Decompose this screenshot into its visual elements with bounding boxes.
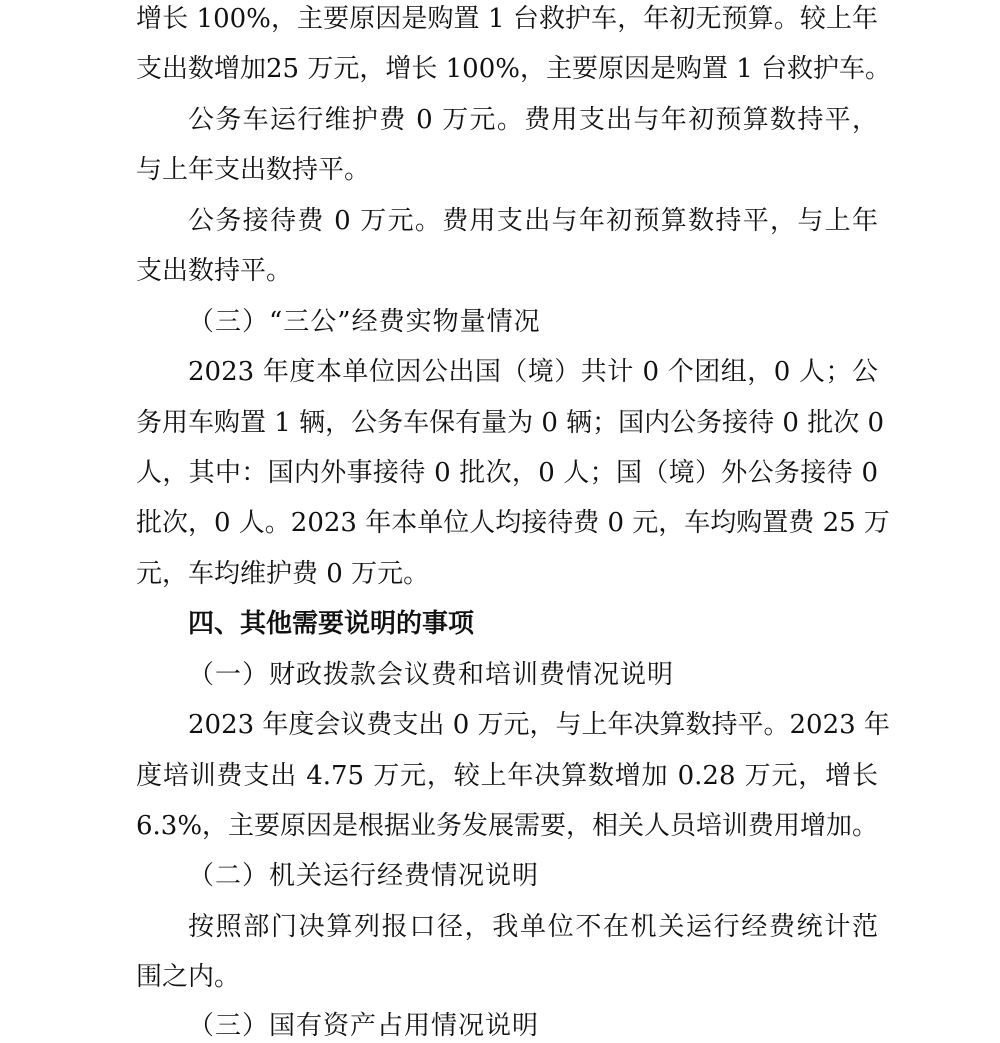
paragraph-line: 按照部门决算列报口径，我单位不在机关运行经费统计范 [188,912,878,942]
paragraph-line: 2023 年度本单位因公出国（境）共计 0 个团组，0 人；公 [188,357,878,387]
paragraph-line: 围之内。 [136,962,241,992]
paragraph-line: 公务车运行维护费 0 万元。费用支出与年初预算数持平， [188,105,878,135]
paragraph-line: 公务接待费 0 万元。费用支出与年初预算数持平，与上年 [188,206,878,236]
paragraph-line: 支出数持平。 [136,256,293,286]
paragraph-line: 度培训费支出 4.75 万元，较上年决算数增加 0.28 万元，增长 [136,761,878,791]
section-heading: （三）国有资产占用情况说明 [188,1011,540,1041]
paragraph-line: 2023 年度会议费支出 0 万元，与上年决算数持平。2023 年 [188,710,890,740]
section-heading: （二）机关运行经费情况说明 [188,861,540,891]
paragraph-line: 务用车购置 1 辆，公务车保有量为 0 辆；国内公务接待 0 批次 0 [136,408,885,438]
paragraph-line: 元，车均维护费 0 万元。 [136,559,430,589]
paragraph-line: 批次，0 人。2023 年本单位人均接待费 0 元，车均购置费 25 万 [136,508,890,538]
paragraph-line: 与上年支出数持平。 [136,155,371,185]
section-heading: （一）财政拨款会议费和培训费情况说明 [188,660,675,690]
section-heading: （三）“三公”经费实物量情况 [188,307,541,337]
paragraph-line: 增长 100%，主要原因是购置 1 台救护车，年初无预算。较上年 [136,4,878,34]
paragraph-line: 支出数增加25 万元，增长 100%，主要原因是购置 1 台救护车。 [136,54,892,84]
paragraph-line: 6.3%，主要原因是根据业务发展需要，相关人员培训费用增加。 [136,811,879,841]
section-heading: 四、其他需要说明的事项 [188,609,475,639]
paragraph-line: 人，其中：国内外事接待 0 批次，0 人；国（境）外公务接待 0 [136,458,878,488]
